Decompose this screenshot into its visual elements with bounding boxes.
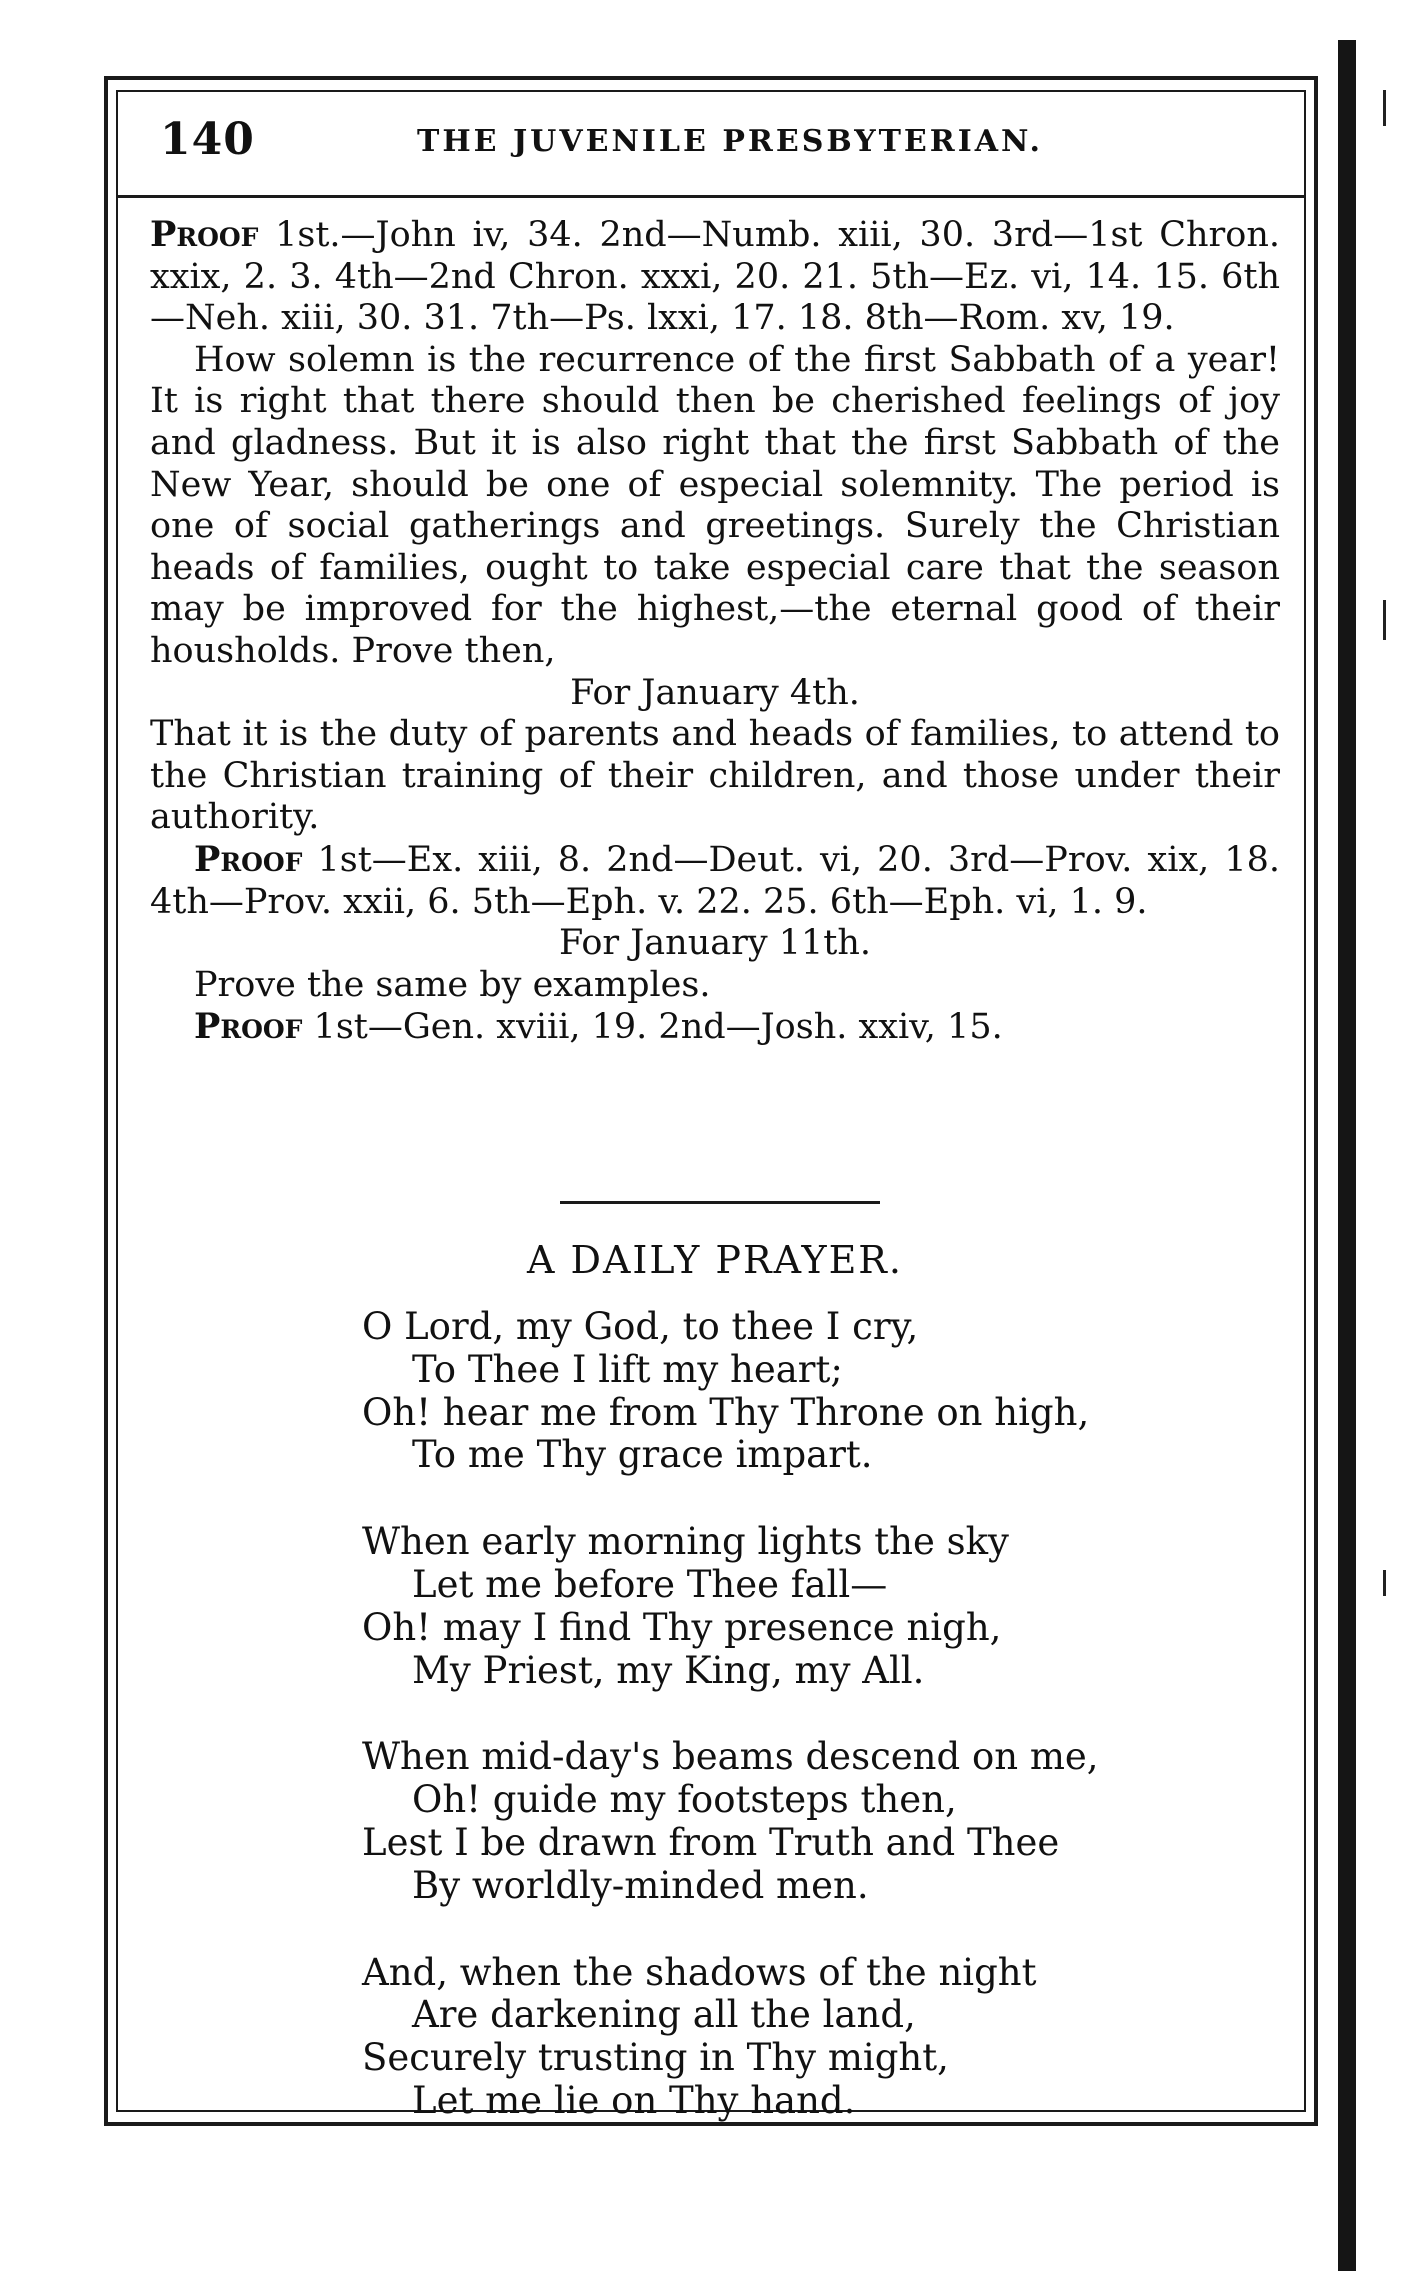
poem-line: And, when the shadows of the night bbox=[362, 1950, 1037, 1994]
page-number: 140 bbox=[160, 114, 255, 165]
proof-paragraph bbox=[150, 1006, 1280, 1049]
proof-label: Proof bbox=[194, 1006, 303, 1048]
poem-line: Securely trusting in Thy might, bbox=[362, 2036, 949, 2080]
poem-line: Oh! hear me from Thy Throne on high, bbox=[362, 1390, 1090, 1434]
poem-stanza bbox=[362, 1521, 1162, 1692]
binding-edge bbox=[1338, 40, 1356, 2271]
proof-paragraph bbox=[150, 214, 1280, 340]
poem bbox=[362, 1306, 1162, 2123]
binding-mark bbox=[1383, 600, 1386, 640]
proof-references: 1st.—John iv, 34. 2nd—Numb. xiii, 30. 3rd—1st Chron. xxix, 2. 3. 4th—2nd Chron. xxxi, 20. 21. 5th—Ez. vi, 14. 15. 6th—Neh. xiii, 30. 31. 7th—Ps. lxxi, 17. 18. 8th—Rom. xv, 19. bbox=[150, 215, 1280, 339]
poem-stanza bbox=[362, 1952, 1162, 2123]
poem-line: By worldly-minded men. bbox=[412, 1863, 869, 1907]
page-body bbox=[150, 214, 1280, 1049]
poem-line: When mid-day's beams descend on me, bbox=[362, 1735, 1099, 1779]
section-divider bbox=[560, 1201, 880, 1204]
poem-line: O Lord, my God, to thee I cry, bbox=[362, 1305, 919, 1348]
binding-mark bbox=[1383, 1570, 1386, 1596]
body-paragraph: Prove the same by examples. bbox=[194, 964, 711, 1005]
body-paragraph: That it is the duty of parents and heads of families, to attend to the Christian training of their children, and those under their authority. bbox=[150, 714, 1280, 838]
proof-references: 1st—Ex. xiii, 8. 2nd—Deut. vi, 20. 3rd—Prov. xix, 18. 4th—Prov. xxii, 6. 5th—Eph. v. 22. 25. 6th—Eph. vi, 1. 9. bbox=[150, 839, 1280, 922]
section-heading: For January 11th. bbox=[558, 923, 872, 964]
running-title: THE JUVENILE PRESBYTERIAN. bbox=[417, 124, 1043, 159]
poem-stanza bbox=[362, 1736, 1162, 1907]
poem-line: Are darkening all the land, bbox=[412, 1993, 916, 2037]
poem-line: When early morning lights the sky bbox=[362, 1520, 1009, 1564]
poem-line: To me Thy grace impart. bbox=[412, 1433, 873, 1477]
poem-line: Lest I be drawn from Truth and Thee bbox=[362, 1820, 1060, 1864]
binding-mark bbox=[1383, 90, 1386, 126]
poem-line: My Priest, my King, my All. bbox=[412, 1648, 925, 1692]
poem-stanza bbox=[362, 1306, 1162, 1477]
poem-line: Oh! may I find Thy presence nigh, bbox=[362, 1605, 1002, 1649]
poem-line: To Thee I lift my heart; bbox=[412, 1347, 843, 1391]
poem-line: Oh! guide my footsteps then, bbox=[412, 1778, 957, 1822]
section-heading: For January 4th. bbox=[570, 672, 860, 713]
proof-paragraph bbox=[150, 839, 1280, 923]
poem-line: Let me lie on Thy hand. bbox=[412, 2078, 856, 2122]
body-paragraph: How solemn is the recurrence of the first Sabbath of a year! It is right that there should then be cherished feelings of joy and gladness. But it is also right that the first Sabbath of the New Year, should be one of especial solemnity. The period is one of social gatherings and greetings. Surely the Christian heads of families, ought to take especial care that the season may be improved for the highest,—the eternal good of their housholds. Prove then, bbox=[150, 339, 1280, 671]
poem-line: Let me before Thee fall— bbox=[412, 1562, 888, 1606]
poem-title: A DAILY PRAYER. bbox=[526, 1238, 903, 1282]
proof-label: Proof bbox=[150, 214, 259, 255]
proof-label: Proof bbox=[194, 838, 303, 880]
proof-references: 1st—Gen. xviii, 19. 2nd—Josh. xxiv, 15. bbox=[313, 1007, 1003, 1048]
